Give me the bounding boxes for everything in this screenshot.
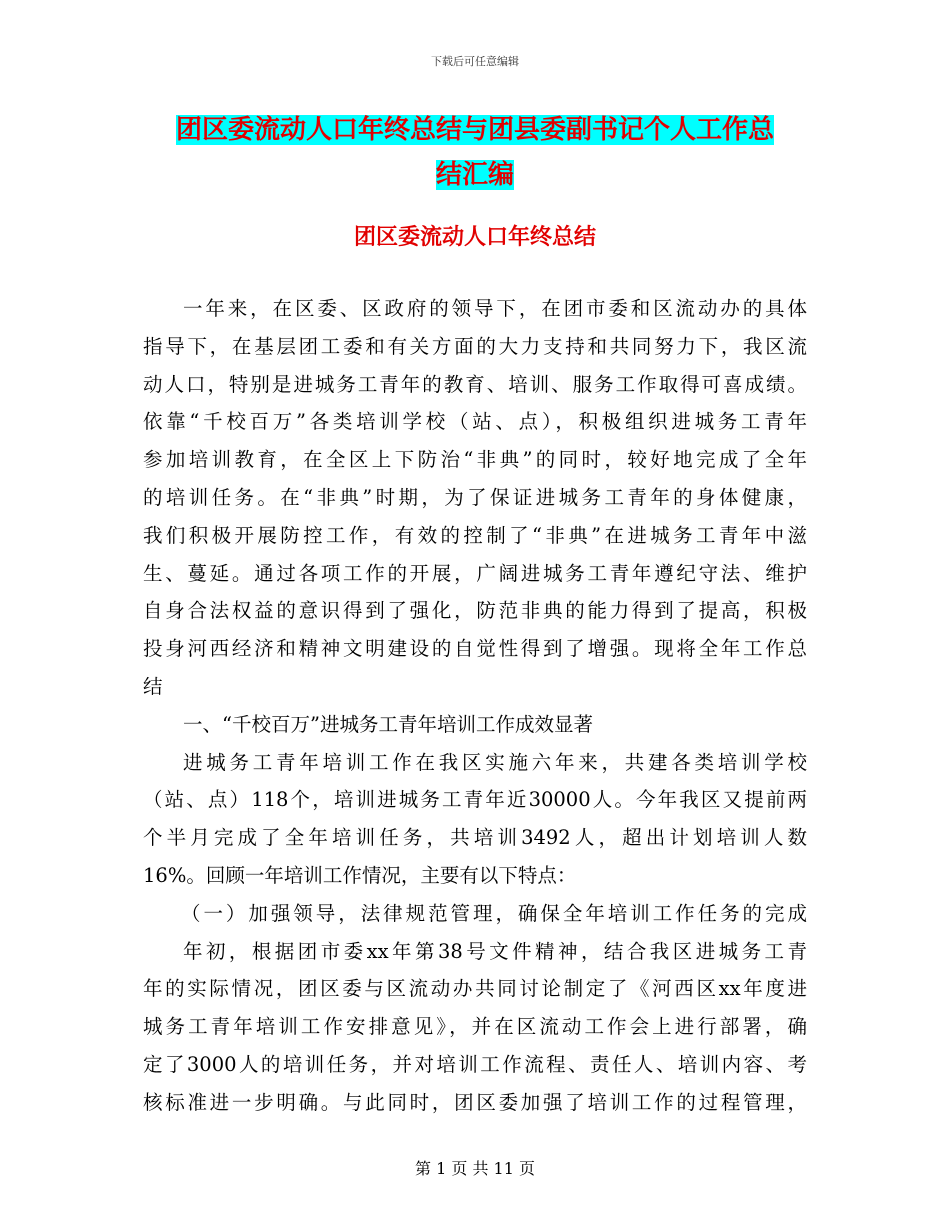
paragraph-line: 定了3000人的培训任务，并对培训工作流程、责任人、培训内容、考 [143,1052,807,1076]
paragraph-line: 投身河西经济和精神文明建设的自觉性得到了增强。现将全年工作总 [143,637,807,661]
paragraph-line: 自身合法权益的意识得到了强化，防范非典的能力得到了提高，积极 [143,599,807,623]
paragraph-line: （站、点）118个，培训进城务工青年近30000人。今年我区又提前两 [143,788,807,812]
paragraph-line: 的培训任务。在“非典”时期，为了保证进城务工青年的身体健康， [143,485,807,509]
page-header-note: 下载后可任意编辑 [431,55,519,68]
paragraph-line: 结 [143,674,163,698]
document-title [143,108,807,198]
document-title-line-1: 团区委流动人口年终总结与团县委副书记个人工作总 [175,115,774,145]
paragraph-line: 参加培训教育，在全区上下防治“非典”的同时，较好地完成了全年 [143,448,807,472]
paragraph-line: 城务工青年培训工作安排意见》，并在区流动工作会上进行部署，确 [143,1015,807,1039]
paragraph-line: 16%。回顾一年培训工作情况，主要有以下特点： [143,863,577,887]
page-number-footer: 第 1 页 共 11 页 [415,1159,535,1178]
paragraph-line: 进城务工青年培训工作在我区实施六年来，共建各类培训学校 [183,750,807,774]
paragraph-line: 我们积极开展防控工作，有效的控制了“非典”在进城务工青年中滋 [143,523,807,547]
paragraph-line: 动人口，特别是进城务工青年的教育、培训、服务工作取得可喜成绩。 [143,372,807,396]
paragraph-line: 年的实际情况，团区委与区流动办共同讨论制定了《河西区xx年度进 [143,977,807,1001]
heading-1: 一、“千校百万”进城务工青年培训工作成效显著 [183,712,593,736]
heading-2: （一）加强领导，法律规范管理，确保全年培训工作任务的完成 [181,901,807,925]
paragraph-line: 一年来，在区委、区政府的领导下，在团市委和区流动办的具体 [183,297,807,320]
paragraph-line: 个半月完成了全年培训任务，共培训3492人，超出计划培训人数 [143,826,807,850]
paragraph-line: 年初，根据团市委xx年第38号文件精神，结合我区进城务工青 [183,939,807,963]
document-body [143,290,807,1122]
paragraph-line: 生、蔓延。通过各项工作的开展，广阔进城务工青年遵纪守法、维护 [143,561,807,585]
paragraph-line: 核标准进一步明确。与此同时，团区委加强了培训工作的过程管理， [143,1090,807,1114]
section-title: 团区委流动人口年终总结 [353,225,596,250]
paragraph-line: 依靠“千校百万”各类培训学校（站、点），积极组织进城务工青年 [143,410,807,434]
paragraph-line: 指导下，在基层团工委和有关方面的大力支持和共同努力下，我区流 [143,334,807,358]
document-title-line-2: 结汇编 [435,160,514,190]
